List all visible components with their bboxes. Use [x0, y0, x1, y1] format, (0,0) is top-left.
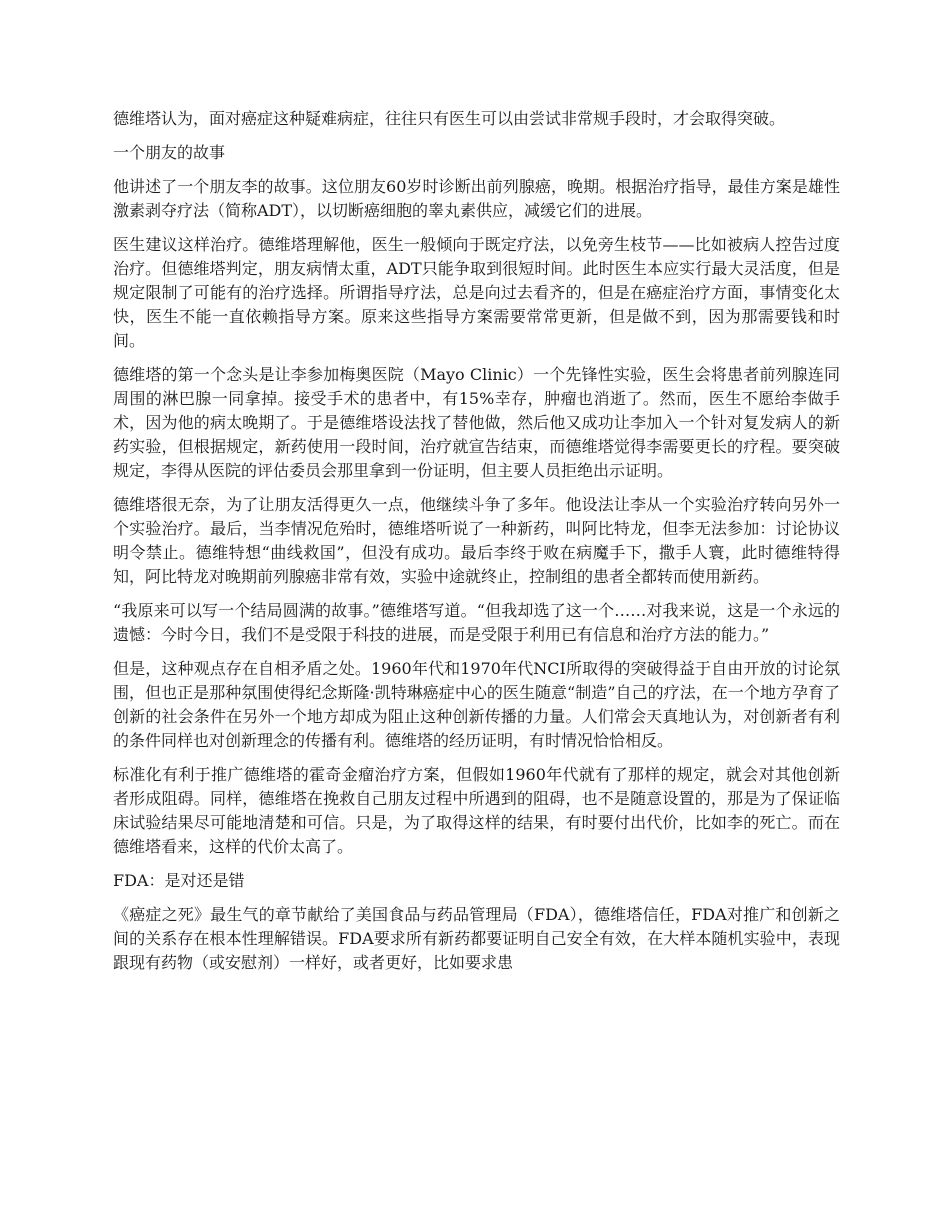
paragraph-abiraterone: 德维塔很无奈，为了让朋友活得更久一点，他继续斗争了多年。他设法让李从一个实验治疗转向另外一个实验治疗。最后，当李情况危殆时，德维塔听说了一种新药，叫阿比特龙，但李无法参加：讨论协议明令禁止。德维特想“曲线救国”，但没有成功。最后李终于败在病魔手下，撒手人寰，此时德维特得知，阿比特龙对晚期前列腺癌非常有效，实验中途就终止，控制组的患者全都转而使用新药。	[113, 495, 840, 586]
paragraph-treatment-guidance: 医生建议这样治疗。德维塔理解他，医生一般倾向于既定疗法，以免旁生枝节——比如被病人控告过度治疗。但德维塔判定，朋友病情太重，ADT只能争取到很短时间。此时医生本应实行最大灵活度，但是规定限制了可能有的治疗选择。所谓指导疗法，总是向过去看齐的，但是在癌症治疗方面，事情变化太快，医生不能一直依赖指导方案。原来这些指导方案需要常常更新，但是做不到，因为那需要钱和时间。	[113, 235, 840, 350]
section-heading-friend-story: 一个朋友的故事	[113, 143, 226, 162]
paragraph-quote: “我原来可以写一个结局圆满的故事。”德维塔写道。“但我却选了这一个……对我来说，这是一个永远的遗憾：今时今日，我们不是受限于科技的进展，而是受限于利用已有信息和治疗方法的能力。”	[113, 601, 840, 644]
article-body	[113, 107, 840, 975]
paragraph-standardization: 标准化有利于推广德维塔的霍奇金瘤治疗方案，但假如1960年代就有了那样的规定，就会对其他创新者形成阻碍。同样，德维塔在挽救自己朋友过程中所遇到的阻碍，也不是随意设置的，那是为了保证临床试验结果尽可能地清楚和可信。只是，为了取得这样的结果，有时要付出代价，比如李的死亡。而在德维塔看来，这样的代价太高了。	[113, 765, 840, 856]
paragraph-intro: 德维塔认为，面对癌症这种疑难病症，往往只有医生可以由尝试非常规手段时，才会取得突破。	[113, 109, 786, 128]
paragraph-contradiction: 但是，这种观点存在自相矛盾之处。1960年代和1970年代NCI所取得的突破得益于自由开放的讨论氛围，但也正是那种氛围使得纪念斯隆·凯特琳癌症中心的医生随意“制造”自己的疗法，在一个地方孕育了创新的社会条件在另外一个地方却成为阻止这种创新传播的力量。人们常会天真地认为，对创新者有利的条件同样也对创新理念的传播有利。德维塔的经历证明，有时情况恰恰相反。	[113, 659, 840, 750]
paragraph-friend-li: 他讲述了一个朋友李的故事。这位朋友60岁时诊断出前列腺癌，晚期。根据治疗指导，最佳方案是雄性激素剥夺疗法（简称ADT），以切断癌细胞的睾丸素供应，减缓它们的进展。	[113, 177, 840, 220]
paragraph-fda: 《癌症之死》最生气的章节献给了美国食品与药品管理局（FDA），德维塔信任，FDA对推广和创新之间的关系存在根本性理解错误。FDA要求所有新药都要证明自己安全有效，在大样本随机实验中，表现跟现有药物（或安慰剂）一样好，或者更好，比如要求患	[113, 905, 840, 972]
paragraph-mayo-clinic: 德维塔的第一个念头是让李参加梅奥医院（Mayo Clinic）一个先锋性实验，医生会将患者前列腺连同周围的淋巴腺一同拿掉。接受手术的患者中，有15%幸存，肿瘤也消逝了。然而，医生不愿给李做手术，因为他的病太晚期了。于是德维塔设法找了替他做，然后他又成功让李加入一个针对复发病人的新药实验，但根据规定，新药使用一段时间，治疗就宣告结束，而德维塔觉得李需要更长的疗程。要突破规定，李得从医院的评估委员会那里拿到一份证明，但主要人员拒绝出示证明。	[113, 365, 840, 480]
section-heading-fda: FDA：是对还是错	[113, 871, 245, 890]
